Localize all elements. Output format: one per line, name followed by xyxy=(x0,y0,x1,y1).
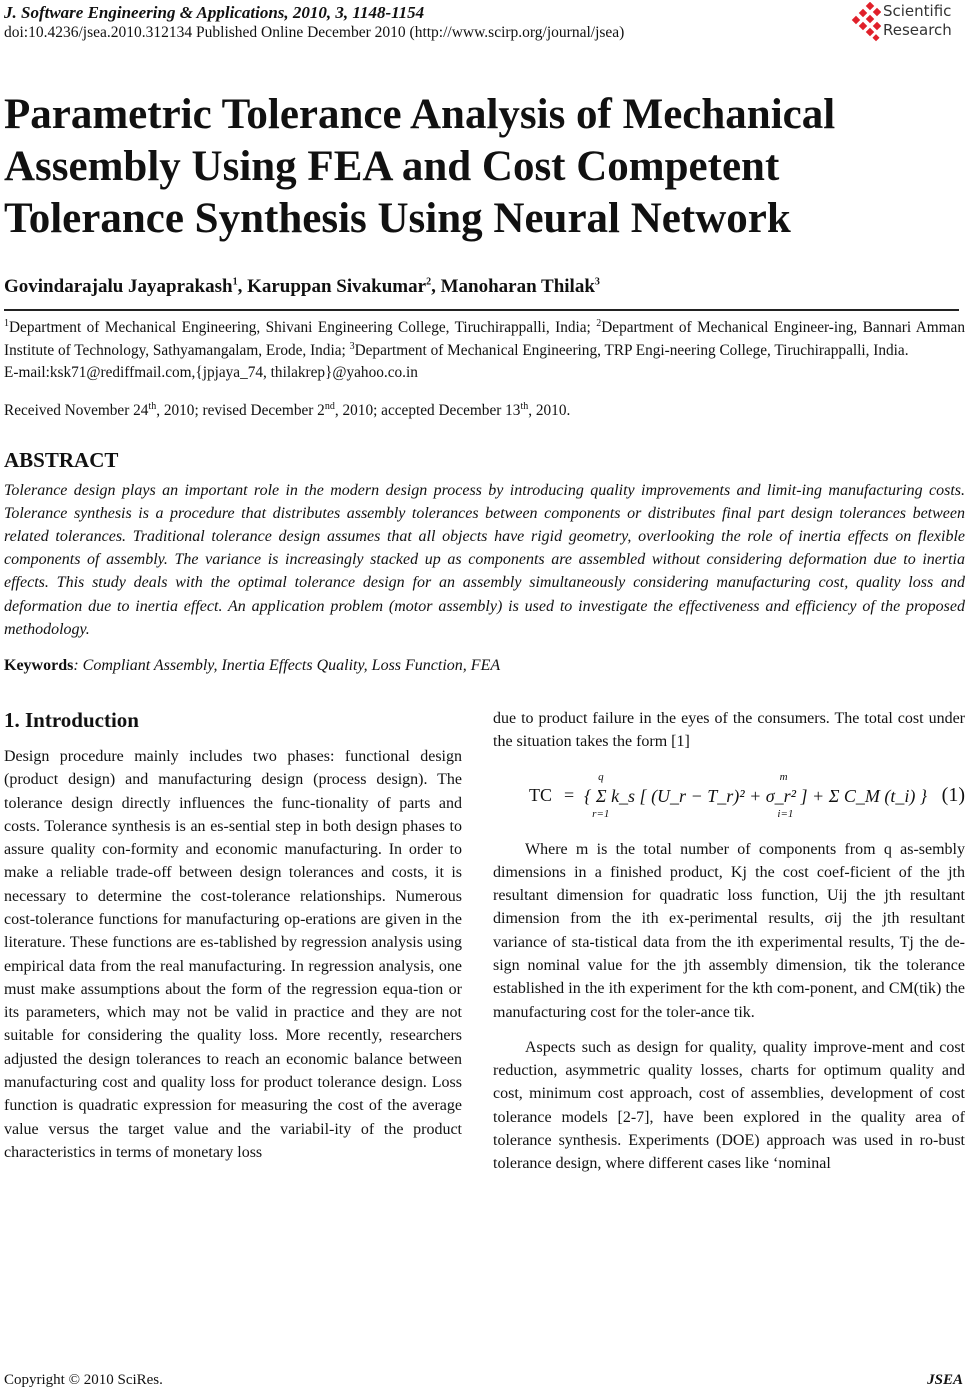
abstract-heading: ABSTRACT xyxy=(4,447,119,472)
eq-lhs: TC xyxy=(529,784,553,805)
eq-upper-limits xyxy=(584,771,787,784)
eq-sum2-lower: i=1 xyxy=(777,807,794,820)
body-columns xyxy=(4,707,965,1176)
paragraph: due to product failure in the eyes of the consumers. The total cost under the situation takes the form [1] xyxy=(493,709,965,751)
eq-body: { Σ k_s [ (U_r − T_r)² + σ_r² ] + Σ C_M (t_i) } xyxy=(584,785,928,806)
affiliation: Department of Mechanical Engineer-ing, Bannari Amman Institute of Technology, Sathyamangalam, Erode, India; xyxy=(4,319,965,359)
abstract-text: Tolerance design plays an important role in the modern design process by introducing quality improvements and limit-ing manufacturing costs. Tolerance synthesis is a procedure that distributes assembly tolerances between components or distributes final part design tolerances between related tolerances. Traditional tolerance design assumes that all objects have rigid geometry, overlooking the role of inertia effects on flexible components of assembly. The variance is increasingly stacked up as components are assembled without considering deformation due to inertia effects. This study deals with the optimal tolerance design for an assembly simultaneously considering manufacturing cost, quality loss and deformation due to inertia effect. An application problem (motor assembly) is used to investigate the effectiveness and efficiency of the proposed methodology. xyxy=(4,481,965,638)
equation-1 xyxy=(493,754,965,838)
journal-volume: , 2010, 3, 1148-1154 xyxy=(284,3,425,22)
paragraph: Aspects such as design for quality, quality improve-ment and cost reduction, asymmetric quality losses, charts for optimum quality and cost, minimum cost approach, cost of assemblies, development of cost tolerance models [2-7], have been explored in the quality area of tolerance synthesis. Experiments (DOE) approach was used in ro-bust tolerance design, where different cases like ‘nominal xyxy=(493,1038,965,1173)
keywords-text: : Compliant Assembly, Inertia Effects Quality, Loss Function, FEA xyxy=(73,656,501,674)
author-sup: 1 xyxy=(232,276,238,288)
date-sup: nd xyxy=(324,400,335,412)
left-column xyxy=(4,707,462,1176)
date-text: , 2010. xyxy=(528,401,571,419)
paragraph: Design procedure mainly includes two phases: functional design (product design) and manufacturing design (process design). The tolerance design directly influences the func-tionality of parts and costs. Tolerance synthesis is an es-sential step in both design phases to assure quality con-formity and economic manufacturing. In order to make a reliable trade-off between design tolerances and costs, it is necessary to determine the cost-tolerance relationships. Numerous cost-tolerance functions for manufacturing op-erations are given in the literature. These functions are es-tablished by regression analysis using empirical data from the real manufacturing. In regression analysis, one must make assumptions about the form of the regression equa-tion or its parameters, which may not be valid in practice and they are not suitable for considering the quality loss. More recently, researchers adjusted the design tolerances to reach an economic balance between manufacturing cost and quality loss for product tolerance design. Loss function is quadratic expression for measuring the cost of the average value versus the target value and the variabil-ity of the product characteristics in terms of monetary loss xyxy=(4,747,462,1161)
journal-citation xyxy=(4,2,965,23)
eq-expression xyxy=(584,771,927,821)
date-text: , 2010; accepted December 13 xyxy=(334,401,521,419)
aff-sup: 2 xyxy=(596,317,602,329)
eq-sum-upper: q xyxy=(598,770,604,783)
journal-name: J. Software Engineering & Applications xyxy=(4,3,285,22)
aff-sup: 1 xyxy=(4,317,9,329)
author-name: , Manoharan Thilak xyxy=(431,276,595,297)
author-name: , Karuppan Sivakumar xyxy=(237,276,427,297)
doi-line: doi:10.4236/jsea.2010.312134 Published Online December 2010 (http://www.scirp.org/journal/jsea) xyxy=(4,24,625,41)
page-content xyxy=(4,2,965,1176)
author-sup: 3 xyxy=(594,276,600,288)
received-dates xyxy=(4,401,965,421)
keywords-label: Keywords xyxy=(4,656,74,674)
affiliations xyxy=(4,317,965,385)
keywords xyxy=(4,655,965,677)
eq-sum2-upper: m xyxy=(779,770,788,783)
date-sup: th xyxy=(520,400,529,412)
date-text: Received November 24 xyxy=(4,401,149,419)
eq-lower-limits xyxy=(584,808,793,821)
copyright: Copyright © 2010 SciRes. xyxy=(4,1372,163,1388)
author-list xyxy=(4,275,965,299)
author-name: Govindarajalu Jayaprakash xyxy=(4,276,233,297)
paragraph: Where m is the total number of components from q as-sembly dimensions in a finished product, Kj the cost coef-ficient of the jth resultant dimension for quadratic loss function, Uij the jth resultant dimension from the ith ex-perimental results, σij the jth resultant variance of sta-tistical data from the ith experimental results, Tj the de-sign nominal value for the jth assembly dimension, tik the tolerance established in the ith experiment for the kth com-ponent, and CM(tik) the manufacturing cost for the toler-ance tik. xyxy=(493,840,965,1021)
affiliation: Department of Mechanical Engineering, Shivani Engineering College, Tiruchirappalli, India; xyxy=(9,319,597,336)
title-rule xyxy=(4,309,959,311)
aff-sup: 3 xyxy=(349,340,355,352)
eq-sum-lower: r=1 xyxy=(592,807,610,820)
eq-equals: = xyxy=(564,784,575,805)
affiliation: Department of Mechanical Engineering, TRP Engi-neering College, Tiruchirappalli, India. xyxy=(354,341,909,359)
section-heading: 1. Introduction xyxy=(4,707,139,732)
journal-abbr: JSEA xyxy=(927,1372,963,1388)
right-column xyxy=(493,707,965,1176)
logo-text-1: Scientific xyxy=(883,2,952,20)
date-sup: th xyxy=(148,400,157,412)
author-sup: 2 xyxy=(426,276,432,288)
paper-title: Parametric Tolerance Analysis of Mechanical Assembly Using FEA and Cost Competent Tolerance Synthesis Using Neural Network xyxy=(4,91,836,242)
logo-text-2: Research xyxy=(883,21,952,39)
email-line: E-mail:ksk71@rediffmail.com,{jpjaya_74, thilakrep}@yahoo.co.in xyxy=(4,364,418,381)
eq-number: (1) xyxy=(941,783,965,806)
date-text: , 2010; revised December 2 xyxy=(156,401,325,419)
